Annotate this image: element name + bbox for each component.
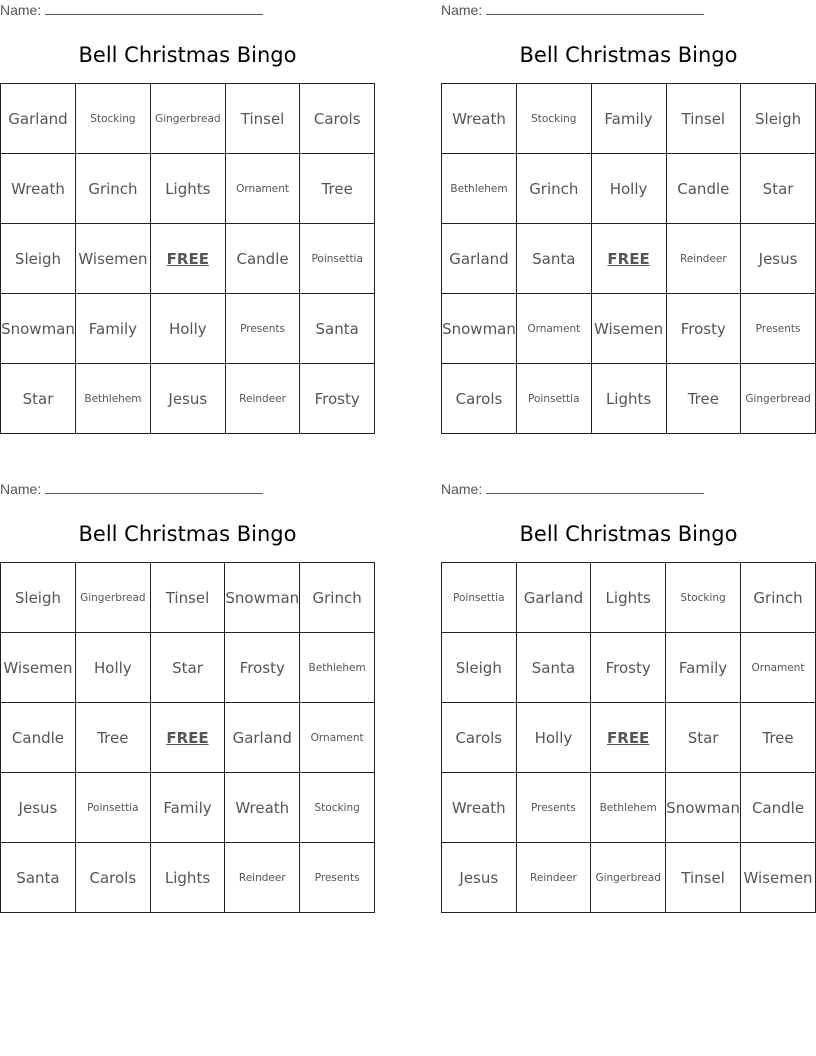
bingo-cell[interactable]: Bethlehem bbox=[75, 364, 150, 434]
bingo-row bbox=[1, 294, 375, 364]
bingo-cell[interactable]: Sleigh bbox=[1, 563, 76, 633]
bingo-cell[interactable]: Jesus bbox=[150, 364, 225, 434]
bingo-row bbox=[1, 224, 375, 294]
bingo-cell[interactable]: Carols bbox=[442, 703, 517, 773]
bingo-cell[interactable]: Tinsel bbox=[666, 843, 741, 913]
bingo-cell[interactable]: Reindeer bbox=[666, 224, 741, 294]
free-space-cell[interactable]: FREE bbox=[150, 224, 225, 294]
bingo-cell[interactable]: Star bbox=[1, 364, 76, 434]
bingo-cell[interactable]: Garland bbox=[516, 563, 591, 633]
bingo-cell[interactable]: Frosty bbox=[225, 633, 300, 703]
bingo-cell[interactable]: Snowman bbox=[666, 773, 741, 843]
bingo-cell[interactable]: Family bbox=[75, 294, 150, 364]
bingo-row bbox=[442, 84, 816, 154]
bingo-cell[interactable]: Wisemen bbox=[75, 224, 150, 294]
name-blank-line[interactable] bbox=[486, 3, 704, 15]
bingo-cell[interactable]: Frosty bbox=[300, 364, 375, 434]
bingo-grid bbox=[441, 83, 816, 434]
bingo-cell[interactable]: Holly bbox=[516, 703, 591, 773]
bingo-cell[interactable]: Wreath bbox=[225, 773, 300, 843]
bingo-cell[interactable]: Tinsel bbox=[225, 84, 300, 154]
bingo-cell[interactable]: Candle bbox=[741, 773, 816, 843]
bingo-cell[interactable]: Gingerbread bbox=[741, 364, 816, 434]
card-title: Bell Christmas Bingo bbox=[519, 43, 738, 67]
bingo-row bbox=[442, 703, 816, 773]
bingo-cell[interactable]: Santa bbox=[300, 294, 375, 364]
bingo-cell[interactable]: Tree bbox=[300, 154, 375, 224]
bingo-cell[interactable]: Wisemen bbox=[1, 633, 76, 703]
bingo-cell[interactable]: Tinsel bbox=[150, 563, 225, 633]
bingo-cell[interactable]: Snowman bbox=[442, 294, 517, 364]
bingo-cell[interactable]: Sleigh bbox=[1, 224, 76, 294]
bingo-cell[interactable]: Gingerbread bbox=[591, 843, 666, 913]
bingo-cell[interactable]: Gingerbread bbox=[75, 563, 150, 633]
bingo-cell[interactable]: Tree bbox=[666, 364, 741, 434]
bingo-cell[interactable]: Grinch bbox=[75, 154, 150, 224]
bingo-cell[interactable]: Wreath bbox=[442, 773, 517, 843]
bingo-cell[interactable]: Santa bbox=[516, 633, 591, 703]
free-space-cell[interactable]: FREE bbox=[591, 703, 666, 773]
bingo-cell[interactable]: Snowman bbox=[225, 563, 300, 633]
bingo-cell[interactable]: Lights bbox=[150, 843, 225, 913]
bingo-row bbox=[1, 843, 375, 913]
bingo-cell[interactable]: Ornament bbox=[516, 294, 591, 364]
bingo-cell[interactable]: Snowman bbox=[1, 294, 76, 364]
bingo-cell[interactable]: Santa bbox=[516, 224, 591, 294]
free-space-cell[interactable]: FREE bbox=[591, 224, 666, 294]
bingo-grid bbox=[0, 562, 375, 913]
bingo-cell[interactable]: Reindeer bbox=[516, 843, 591, 913]
bingo-row bbox=[1, 633, 375, 703]
bingo-cell[interactable]: Santa bbox=[1, 843, 76, 913]
bingo-row bbox=[442, 294, 816, 364]
bingo-cell[interactable]: Carols bbox=[75, 843, 150, 913]
bingo-row bbox=[1, 84, 375, 154]
name-field bbox=[0, 2, 263, 18]
free-space-cell[interactable]: FREE bbox=[150, 703, 225, 773]
bingo-cell[interactable]: Candle bbox=[1, 703, 76, 773]
bingo-cell[interactable]: Garland bbox=[442, 224, 517, 294]
bingo-cell[interactable]: Lights bbox=[150, 154, 225, 224]
bingo-cell[interactable]: Star bbox=[150, 633, 225, 703]
bingo-row bbox=[1, 703, 375, 773]
bingo-cell[interactable]: Presents bbox=[300, 843, 375, 913]
bingo-cell[interactable]: Tinsel bbox=[666, 84, 741, 154]
bingo-cell[interactable]: Bethlehem bbox=[591, 773, 666, 843]
bingo-cell[interactable]: Gingerbread bbox=[150, 84, 225, 154]
bingo-cell[interactable]: Wreath bbox=[1, 154, 76, 224]
bingo-cell[interactable]: Lights bbox=[591, 364, 666, 434]
bingo-cell[interactable]: Tree bbox=[741, 703, 816, 773]
bingo-row bbox=[1, 154, 375, 224]
bingo-cell[interactable]: Jesus bbox=[741, 224, 816, 294]
bingo-cell[interactable]: Carols bbox=[442, 364, 517, 434]
bingo-row bbox=[442, 364, 816, 434]
bingo-cell[interactable]: Stocking bbox=[300, 773, 375, 843]
bingo-cell[interactable]: Carols bbox=[300, 84, 375, 154]
bingo-cell[interactable]: Sleigh bbox=[741, 84, 816, 154]
bingo-cell[interactable]: Stocking bbox=[666, 563, 741, 633]
bingo-cell[interactable]: Sleigh bbox=[442, 633, 517, 703]
bingo-cell[interactable]: Holly bbox=[591, 154, 666, 224]
bingo-cell[interactable]: Garland bbox=[1, 84, 76, 154]
bingo-cell[interactable]: Family bbox=[666, 633, 741, 703]
name-field bbox=[0, 481, 263, 497]
bingo-cell[interactable]: Jesus bbox=[442, 843, 517, 913]
bingo-row bbox=[1, 773, 375, 843]
name-blank-line[interactable] bbox=[45, 3, 263, 15]
bingo-cell[interactable]: Wreath bbox=[442, 84, 517, 154]
bingo-cell[interactable]: Reindeer bbox=[225, 843, 300, 913]
bingo-cell[interactable]: Presents bbox=[225, 294, 300, 364]
bingo-cell[interactable]: Poinsettia bbox=[442, 563, 517, 633]
bingo-cell[interactable]: Tree bbox=[75, 703, 150, 773]
bingo-cell[interactable]: Family bbox=[150, 773, 225, 843]
bingo-grid bbox=[0, 83, 375, 434]
card-title: Bell Christmas Bingo bbox=[519, 522, 738, 546]
bingo-cell[interactable]: Jesus bbox=[1, 773, 76, 843]
bingo-cell[interactable]: Grinch bbox=[741, 563, 816, 633]
bingo-cell[interactable]: Stocking bbox=[516, 84, 591, 154]
bingo-row bbox=[442, 563, 816, 633]
bingo-row bbox=[1, 563, 375, 633]
bingo-row bbox=[442, 633, 816, 703]
name-blank-line[interactable] bbox=[486, 482, 704, 494]
bingo-cell[interactable]: Candle bbox=[225, 224, 300, 294]
name-label: Name: bbox=[441, 2, 483, 18]
bingo-row bbox=[1, 364, 375, 434]
bingo-cell[interactable]: Holly bbox=[75, 633, 150, 703]
bingo-cell[interactable]: Grinch bbox=[300, 563, 375, 633]
bingo-cell[interactable]: Star bbox=[666, 703, 741, 773]
bingo-cell[interactable]: Stocking bbox=[75, 84, 150, 154]
bingo-cell[interactable]: Poinsettia bbox=[75, 773, 150, 843]
bingo-cell[interactable]: Frosty bbox=[666, 294, 741, 364]
bingo-cell[interactable]: Garland bbox=[225, 703, 300, 773]
bingo-cell[interactable]: Candle bbox=[666, 154, 741, 224]
bingo-cell[interactable]: Ornament bbox=[741, 633, 816, 703]
card-title: Bell Christmas Bingo bbox=[78, 43, 297, 67]
name-blank-line[interactable] bbox=[45, 482, 263, 494]
bingo-cell[interactable]: Holly bbox=[150, 294, 225, 364]
bingo-row bbox=[442, 773, 816, 843]
name-label: Name: bbox=[0, 481, 42, 497]
bingo-cell[interactable]: Grinch bbox=[516, 154, 591, 224]
name-label: Name: bbox=[0, 2, 42, 18]
bingo-cell[interactable]: Bethlehem bbox=[300, 633, 375, 703]
name-label: Name: bbox=[441, 481, 483, 497]
bingo-row bbox=[442, 154, 816, 224]
bingo-cell[interactable]: Ornament bbox=[225, 154, 300, 224]
bingo-cell[interactable]: Lights bbox=[591, 563, 666, 633]
bingo-cell[interactable]: Reindeer bbox=[225, 364, 300, 434]
bingo-cell[interactable]: Poinsettia bbox=[300, 224, 375, 294]
bingo-cell[interactable]: Poinsettia bbox=[516, 364, 591, 434]
bingo-row bbox=[442, 224, 816, 294]
bingo-cell[interactable]: Frosty bbox=[591, 633, 666, 703]
bingo-cell[interactable]: Star bbox=[741, 154, 816, 224]
bingo-row bbox=[442, 843, 816, 913]
name-field bbox=[441, 2, 704, 18]
bingo-cell[interactable]: Presents bbox=[516, 773, 591, 843]
bingo-cell[interactable]: Wisemen bbox=[741, 843, 816, 913]
card-title: Bell Christmas Bingo bbox=[78, 522, 297, 546]
bingo-cell[interactable]: Ornament bbox=[300, 703, 375, 773]
bingo-cell[interactable]: Family bbox=[591, 84, 666, 154]
bingo-grid bbox=[441, 562, 816, 913]
bingo-cell[interactable]: Wisemen bbox=[591, 294, 666, 364]
bingo-cell[interactable]: Presents bbox=[741, 294, 816, 364]
bingo-cell[interactable]: Bethlehem bbox=[442, 154, 517, 224]
name-field bbox=[441, 481, 704, 497]
